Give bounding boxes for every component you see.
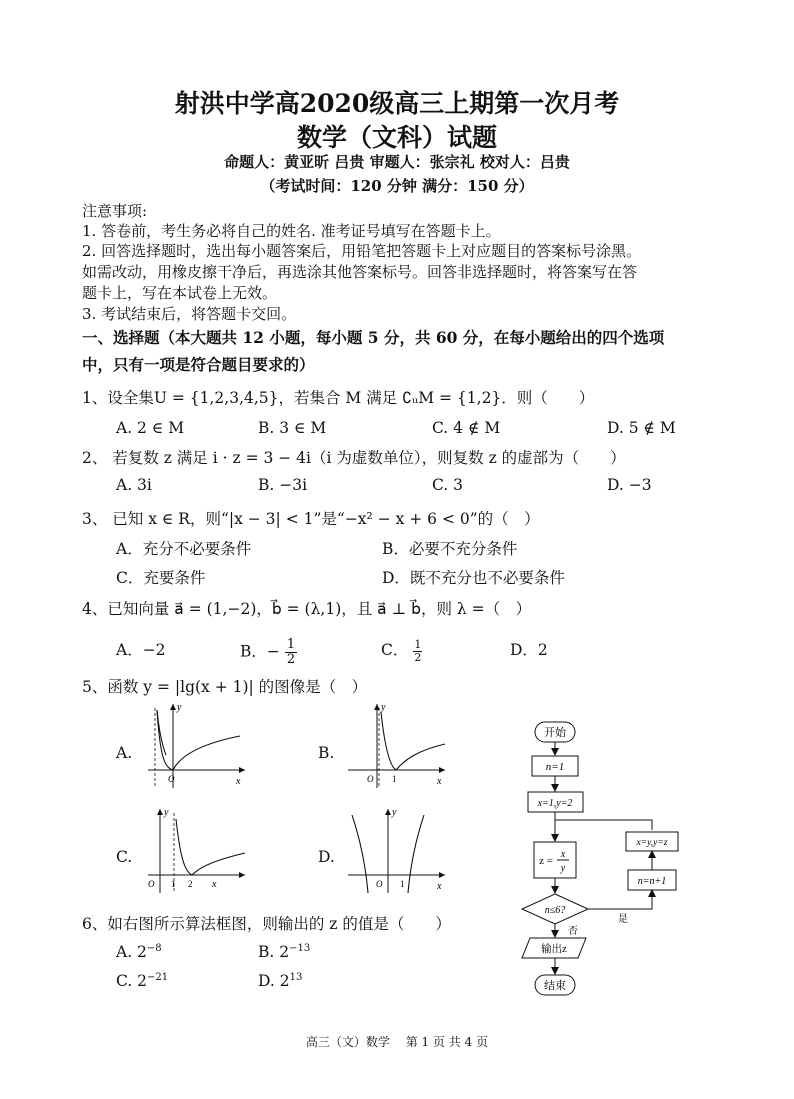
option-text: B. 2: [258, 943, 290, 962]
flow-loop-line: [555, 820, 652, 830]
question-6-option-d: [258, 972, 302, 990]
x-axis-label: x: [437, 881, 442, 892]
curve-right: [408, 815, 424, 893]
section-heading-cont: 中，只有一项是符合题目要求的）: [82, 355, 315, 374]
flow-assign-z-den: y: [560, 863, 566, 874]
origin-label: O: [148, 879, 155, 889]
curve: [157, 710, 240, 770]
question-1-stem: 1、设全集U = {1,2,3,4,5}，若集合 M 满足 ∁ᵤM = {1,2}．则（ ）: [82, 389, 595, 407]
question-2-option-a: A. 3i: [116, 476, 152, 494]
flow-yes-label: 是: [618, 914, 628, 925]
question-2-option-b: B. −3i: [258, 476, 308, 494]
origin-label: O: [376, 879, 383, 889]
x-axis-label: x: [212, 879, 217, 890]
tick-label-1: 1: [392, 774, 397, 784]
question-5-option-c-label: C.: [116, 848, 133, 866]
graph-option-c: [140, 805, 255, 895]
exam-title: 射洪中学高2020级高三上期第一次月考: [174, 89, 620, 118]
question-3-option-a: A．充分不必要条件: [116, 540, 252, 558]
flow-increment-n-label: n=n+1: [637, 876, 667, 887]
exponent: −8: [146, 943, 162, 954]
question-2-option-c: C. 3: [432, 476, 464, 494]
question-1-option-d: D. 5 ∉ M: [607, 419, 676, 437]
question-5-option-d-label: D.: [318, 848, 335, 866]
exponent: −21: [147, 972, 169, 983]
flow-no-label: 否: [568, 926, 578, 937]
y-axis-label: y: [381, 702, 386, 713]
notes-item: 题卡上，写在本试卷上无效。: [82, 284, 278, 302]
fraction-numerator: 1: [414, 637, 422, 651]
flow-start-label: 开始: [544, 727, 566, 739]
notes-item: 2. 回答选择题时，选出每小题答案后，用铅笔把答题卡上对应题目的答案标号涂黑。: [82, 242, 642, 260]
question-6-option-b: [258, 943, 310, 961]
flow-init-xy-label: x=1,y=2: [537, 798, 573, 809]
fraction: [413, 639, 422, 664]
question-3-option-b: B．必要不充分条件: [382, 540, 518, 558]
origin-label: O: [367, 774, 374, 784]
y-axis-arrow: [170, 704, 176, 710]
x-axis-arrow: [239, 767, 245, 773]
x-axis-arrow: [439, 767, 445, 773]
option-text: A. 2: [116, 943, 147, 962]
question-1-option-a: A. 2 ∈ M: [116, 419, 185, 437]
question-5-option-b-label: B.: [318, 744, 335, 762]
exam-time-score: （考试时间：120 分钟 满分：150 分）: [260, 177, 534, 195]
fraction: [285, 638, 297, 667]
graph-option-b: [340, 700, 455, 790]
flow-decision-label: n≤6?: [544, 905, 566, 916]
question-6-option-c: [116, 972, 168, 990]
flowchart: [510, 712, 700, 1002]
y-axis-arrow: [157, 809, 163, 815]
tick-label-1: 1: [171, 879, 176, 889]
question-2-option-d: D. −3: [607, 476, 652, 494]
y-axis-label: y: [164, 807, 169, 818]
flow-output-label: 输出z: [541, 944, 567, 955]
option-text: D. 2: [258, 972, 290, 991]
question-6-stem: 6、如右图所示算法框图，则输出的 z 的值是（ ）: [82, 915, 451, 933]
question-4-option-c: [381, 638, 422, 664]
x-axis-label: x: [437, 776, 442, 787]
exam-authors: 命题人：黄亚昕 吕贵 审题人：张宗礼 校对人：吕贵: [224, 153, 570, 171]
question-4-stem: 4、已知向量 a⃗ = (1,−2)，b⃗ = (λ,1)，且 a⃗ ⊥ b⃗，则 λ =（ ）: [82, 600, 532, 618]
notes-item: 1. 答卷前，考生务必将自己的姓名. 准考证号填写在答题卡上。: [82, 222, 501, 240]
origin-label: O: [168, 774, 175, 784]
notes-item: 3. 考试结束后，将答题卡交回。: [82, 305, 297, 323]
flow-end-label: 结束: [544, 980, 566, 992]
question-2-stem: 2、 若复数 z 满足 i · z = 3 − 4i（i 为虚数单位），则复数 z 的虚部为（ ）: [82, 449, 626, 467]
fraction-denominator: 2: [414, 650, 422, 664]
tick-label-2: 2: [188, 879, 193, 889]
question-1-option-c: C. 4 ∉ M: [432, 419, 501, 437]
curve: [381, 712, 445, 770]
question-5-stem: 5、函数 y = |lg(x + 1)| 的图像是（ ）: [82, 678, 368, 696]
option-label: C．: [381, 641, 409, 659]
flow-update-xy-label: x=y,y=z: [636, 838, 668, 848]
y-axis-label: y: [177, 702, 182, 713]
flow-assign-z-num: x: [560, 849, 566, 860]
question-6-option-a: [116, 943, 162, 961]
x-axis-arrow: [439, 872, 445, 878]
flow-yes-line: [588, 890, 652, 909]
graph-option-a: [140, 700, 255, 790]
option-text: C. 2: [116, 972, 148, 991]
flow-assign-z-label: z =: [539, 855, 553, 867]
x-axis-arrow: [239, 872, 245, 878]
question-3-option-d: D．既不充分也不必要条件: [382, 569, 565, 587]
option-label: B．−: [240, 642, 280, 661]
fraction-numerator: 1: [286, 637, 296, 652]
notes-item: 如需改动，用橡皮擦干净后，再选涂其他答案标号。回答非选择题时，将答案写在答: [82, 263, 638, 281]
question-4-option-b: [240, 638, 297, 667]
question-4-option-a: A．−2: [116, 641, 166, 659]
question-4-option-d: D．2: [510, 641, 548, 659]
exponent: 13: [289, 972, 303, 983]
y-axis-label: y: [392, 807, 397, 818]
x-axis-label: x: [236, 776, 241, 787]
curve-left: [352, 815, 368, 893]
question-5-option-a-label: A.: [116, 744, 133, 762]
question-3-stem: 3、 已知 x ∈ R，则“|x − 3| < 1”是“−x² − x + 6 < 0”的（ ）: [82, 510, 540, 528]
fraction-denominator: 2: [286, 652, 296, 667]
exam-subtitle: 数学（文科）试题: [296, 123, 497, 152]
section-heading: 一、选择题（本大题共 12 小题，每小题 5 分，共 60 分，在每小题给出的四个选项: [82, 328, 665, 347]
notes-heading: 注意事项:: [82, 202, 148, 220]
question-3-option-c: C．充要条件: [116, 569, 206, 587]
curve: [176, 819, 245, 875]
page-footer: 高三（文）数学 第 1 页 共 4 页: [305, 1035, 489, 1049]
flow-init-n-label: n=1: [545, 761, 565, 773]
question-1-option-b: B. 3 ∈ M: [258, 419, 327, 437]
y-axis-arrow: [385, 809, 391, 815]
tick-label-1: 1: [400, 879, 405, 889]
exponent: −13: [289, 943, 311, 954]
graph-option-d: [340, 805, 455, 895]
